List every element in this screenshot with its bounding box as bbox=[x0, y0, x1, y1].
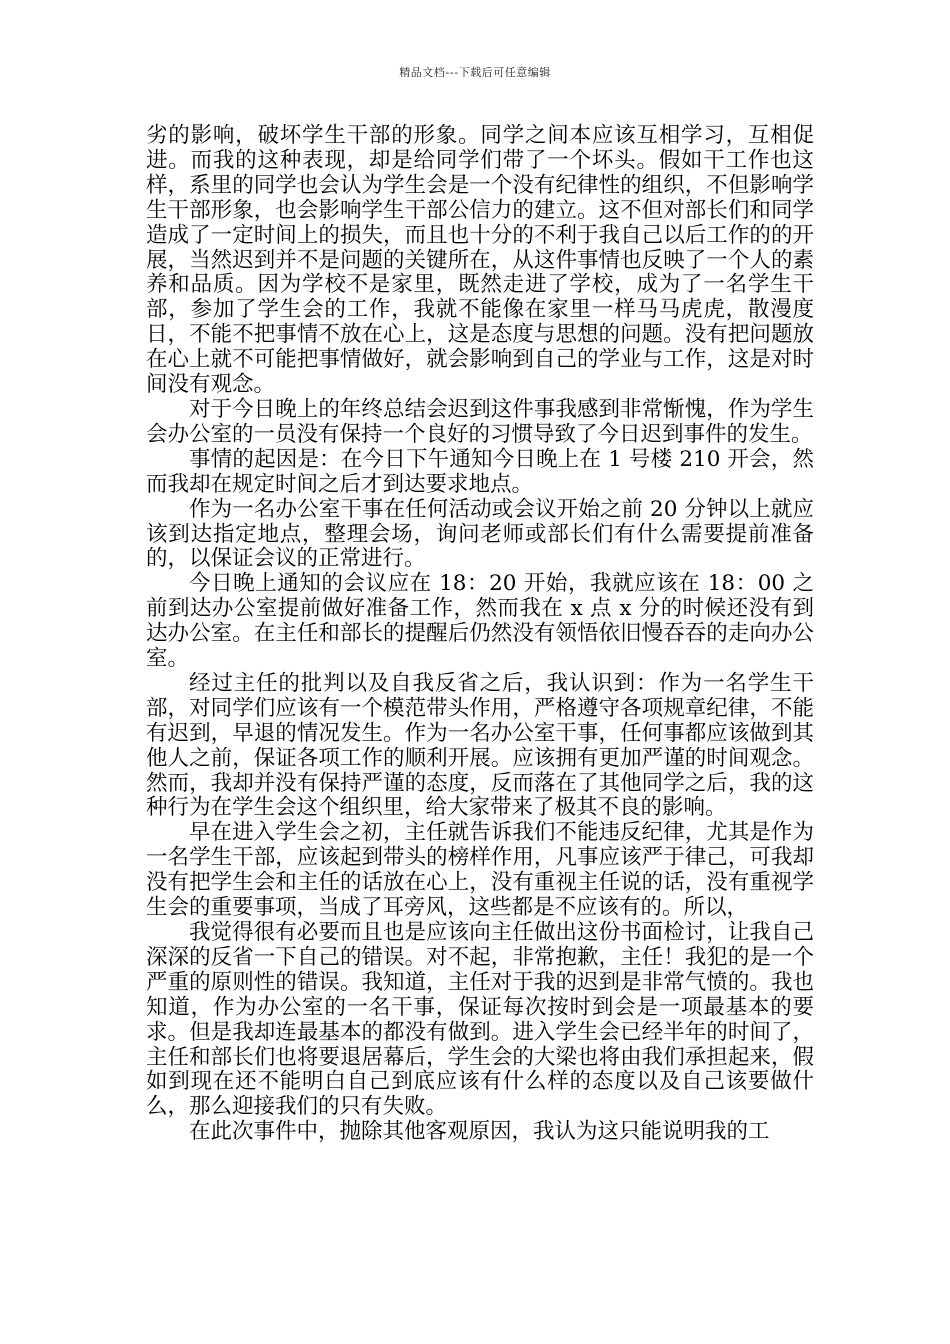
paragraph: 我觉得很有必要而且也是应该向主任做出这份书面检讨，让我自己深深的反省一下自己的错误。对不起，非常抱歉，主任！我犯的是一个严重的原则性的错误。我知道，主任对于我的迟到是非常气愤的。我也知道，作为办公室的一名干事，保证每次按时到会是一项最基本的要求。但是我却连最基本的都没有做到。进入学生会已经半年的时间了，主任和部长们也将要退居幕后，学生会的大梁也将由我们承担起来，假如到现在还不能明白自己到底应该有什么样的态度以及自己该要做什么，那么迎接我们的只有失败。 bbox=[146, 920, 814, 1120]
paragraph: 今日晚上通知的会议应在 18：20 开始，我就应该在 18：00 之前到达办公室提前做好准备工作，然而我在 x 点 x 分的时候还没有到达办公室。在主任和部长的提醒后仍然没有领悟依旧慢吞吞的走向办公室。 bbox=[146, 571, 814, 672]
paragraph: 对于今日晚上的年终总结会迟到这件事我感到非常惭愧，作为学生会办公室的一员没有保持一个良好的习惯导致了今日迟到事件的发生。 bbox=[146, 396, 814, 447]
paragraph: 劣的影响，破坏学生干部的形象。同学之间本应该互相学习，互相促进。而我的这种表现，却是给同学们带了一个坏头。假如干工作也这样，系里的同学也会认为学生会是一个没有纪律性的组织，不但影响学生干部形象，也会影响学生干部公信力的建立。这不但对部长们和同学造成了一定时间上的损失，而且也十分的不利于我自己以后工作的的开展，当然迟到并不是问题的关键所在，从这件事情也反映了一个人的素养和品质。因为学校不是家里，既然走进了学校，成为了一名学生干部，参加了学生会的工作，我就不能像在家里一样马马虎虎，散漫度日，不能不把事情不放在心上，这是态度与思想的问题。没有把问题放在心上就不可能把事情做好，就会影响到自己的学业与工作，这是对时间没有观念。 bbox=[146, 123, 814, 398]
paragraph: 在此次事件中，抛除其他客观原因，我认为这只能说明我的工 bbox=[189, 1119, 770, 1145]
document-body bbox=[146, 124, 814, 1145]
paragraph: 作为一名办公室干事在任何活动或会议开始之前 20 分钟以上就应该到达指定地点，整理会场，询问老师或部长们有什么需要提前准备的，以保证会议的正常进行。 bbox=[146, 496, 814, 572]
paragraph: 事情的起因是：在今日下午通知今日晚上在 1 号楼 210 开会，然而我却在规定时间之后才到达要求地点。 bbox=[146, 446, 814, 497]
paragraph: 经过主任的批判以及自我反省之后，我认识到：作为一名学生干部，对同学们应该有一个模范带头作用，严格遵守各项规章纪律，不能有迟到，早退的情况发生。作为一名办公室干事，任何事都应该做到其他人之前，保证各项工作的顺利开展。应该拥有更加严谨的时间观念。然而，我却并没有保持严谨的态度，反而落在了其他同学之后，我的这种行为在学生会这个组织里，给大家带来了极其不良的影响。 bbox=[146, 670, 814, 821]
paragraph: 早在进入学生会之初，主任就告诉我们不能违反纪律，尤其是作为一名学生干部，应该起到带头的榜样作用，凡事应该严于律己，可我却没有把学生会和主任的话放在心上，没有重视主任说的话，没有重视学生会的重要事项，当成了耳旁风，这些都是不应该有的。所以， bbox=[146, 820, 814, 921]
page-header: 精品文档---下载后可任意编辑 bbox=[399, 66, 551, 79]
